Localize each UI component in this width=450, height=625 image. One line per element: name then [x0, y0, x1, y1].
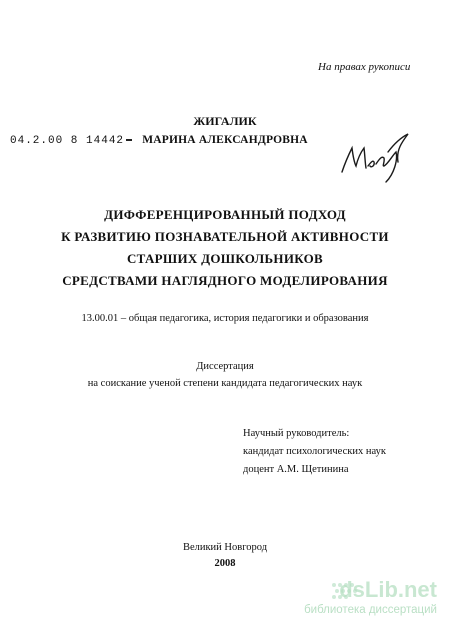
title-line: К РАЗВИТИЮ ПОЗНАВАТЕЛЬНОЙ АКТИВНОСТИ	[61, 229, 389, 244]
advisor-person: доцент А.М. Щетинина	[243, 464, 349, 475]
manuscript-rights-note: На правах рукописи	[318, 61, 411, 73]
city: Великий Новгород	[182, 542, 268, 553]
title-line: СРЕДСТВАМИ НАГЛЯДНОГО МОДЕЛИРОВАНИЯ	[62, 273, 388, 288]
author-name: МАРИНА АЛЕКСАНДРОВНА	[142, 134, 308, 146]
specialty-code: 13.00.01 – общая педагогика, история педагогики и образования	[81, 313, 369, 324]
author-surname: ЖИГАЛИК	[193, 114, 257, 128]
handwritten-signature	[338, 122, 418, 192]
title-line: ДИФФЕРЕНЦИРОВАННЫЙ ПОДХОД	[104, 207, 346, 222]
place-and-year	[0, 540, 450, 572]
stamp-code: 04.2.00 8 14442	[10, 135, 125, 147]
dissertation-label: Диссертация	[196, 361, 254, 372]
advisor-role: Научный руководитель:	[243, 428, 350, 439]
advisor-degree: кандидат психологических наук	[243, 446, 386, 457]
title-line: СТАРШИХ ДОШКОЛЬНИКОВ	[126, 251, 324, 266]
watermark	[232, 577, 447, 623]
watermark-caption: библиотека диссертаций	[304, 604, 437, 616]
watermark-logo: dsLib.net	[339, 577, 437, 602]
dissertation-title	[0, 204, 450, 292]
dissertation-purpose	[0, 358, 450, 392]
year: 2008	[214, 558, 236, 569]
degree-purpose: на соискание ученой степени кандидата педагогических наук	[87, 378, 363, 389]
scientific-advisor	[243, 425, 386, 479]
